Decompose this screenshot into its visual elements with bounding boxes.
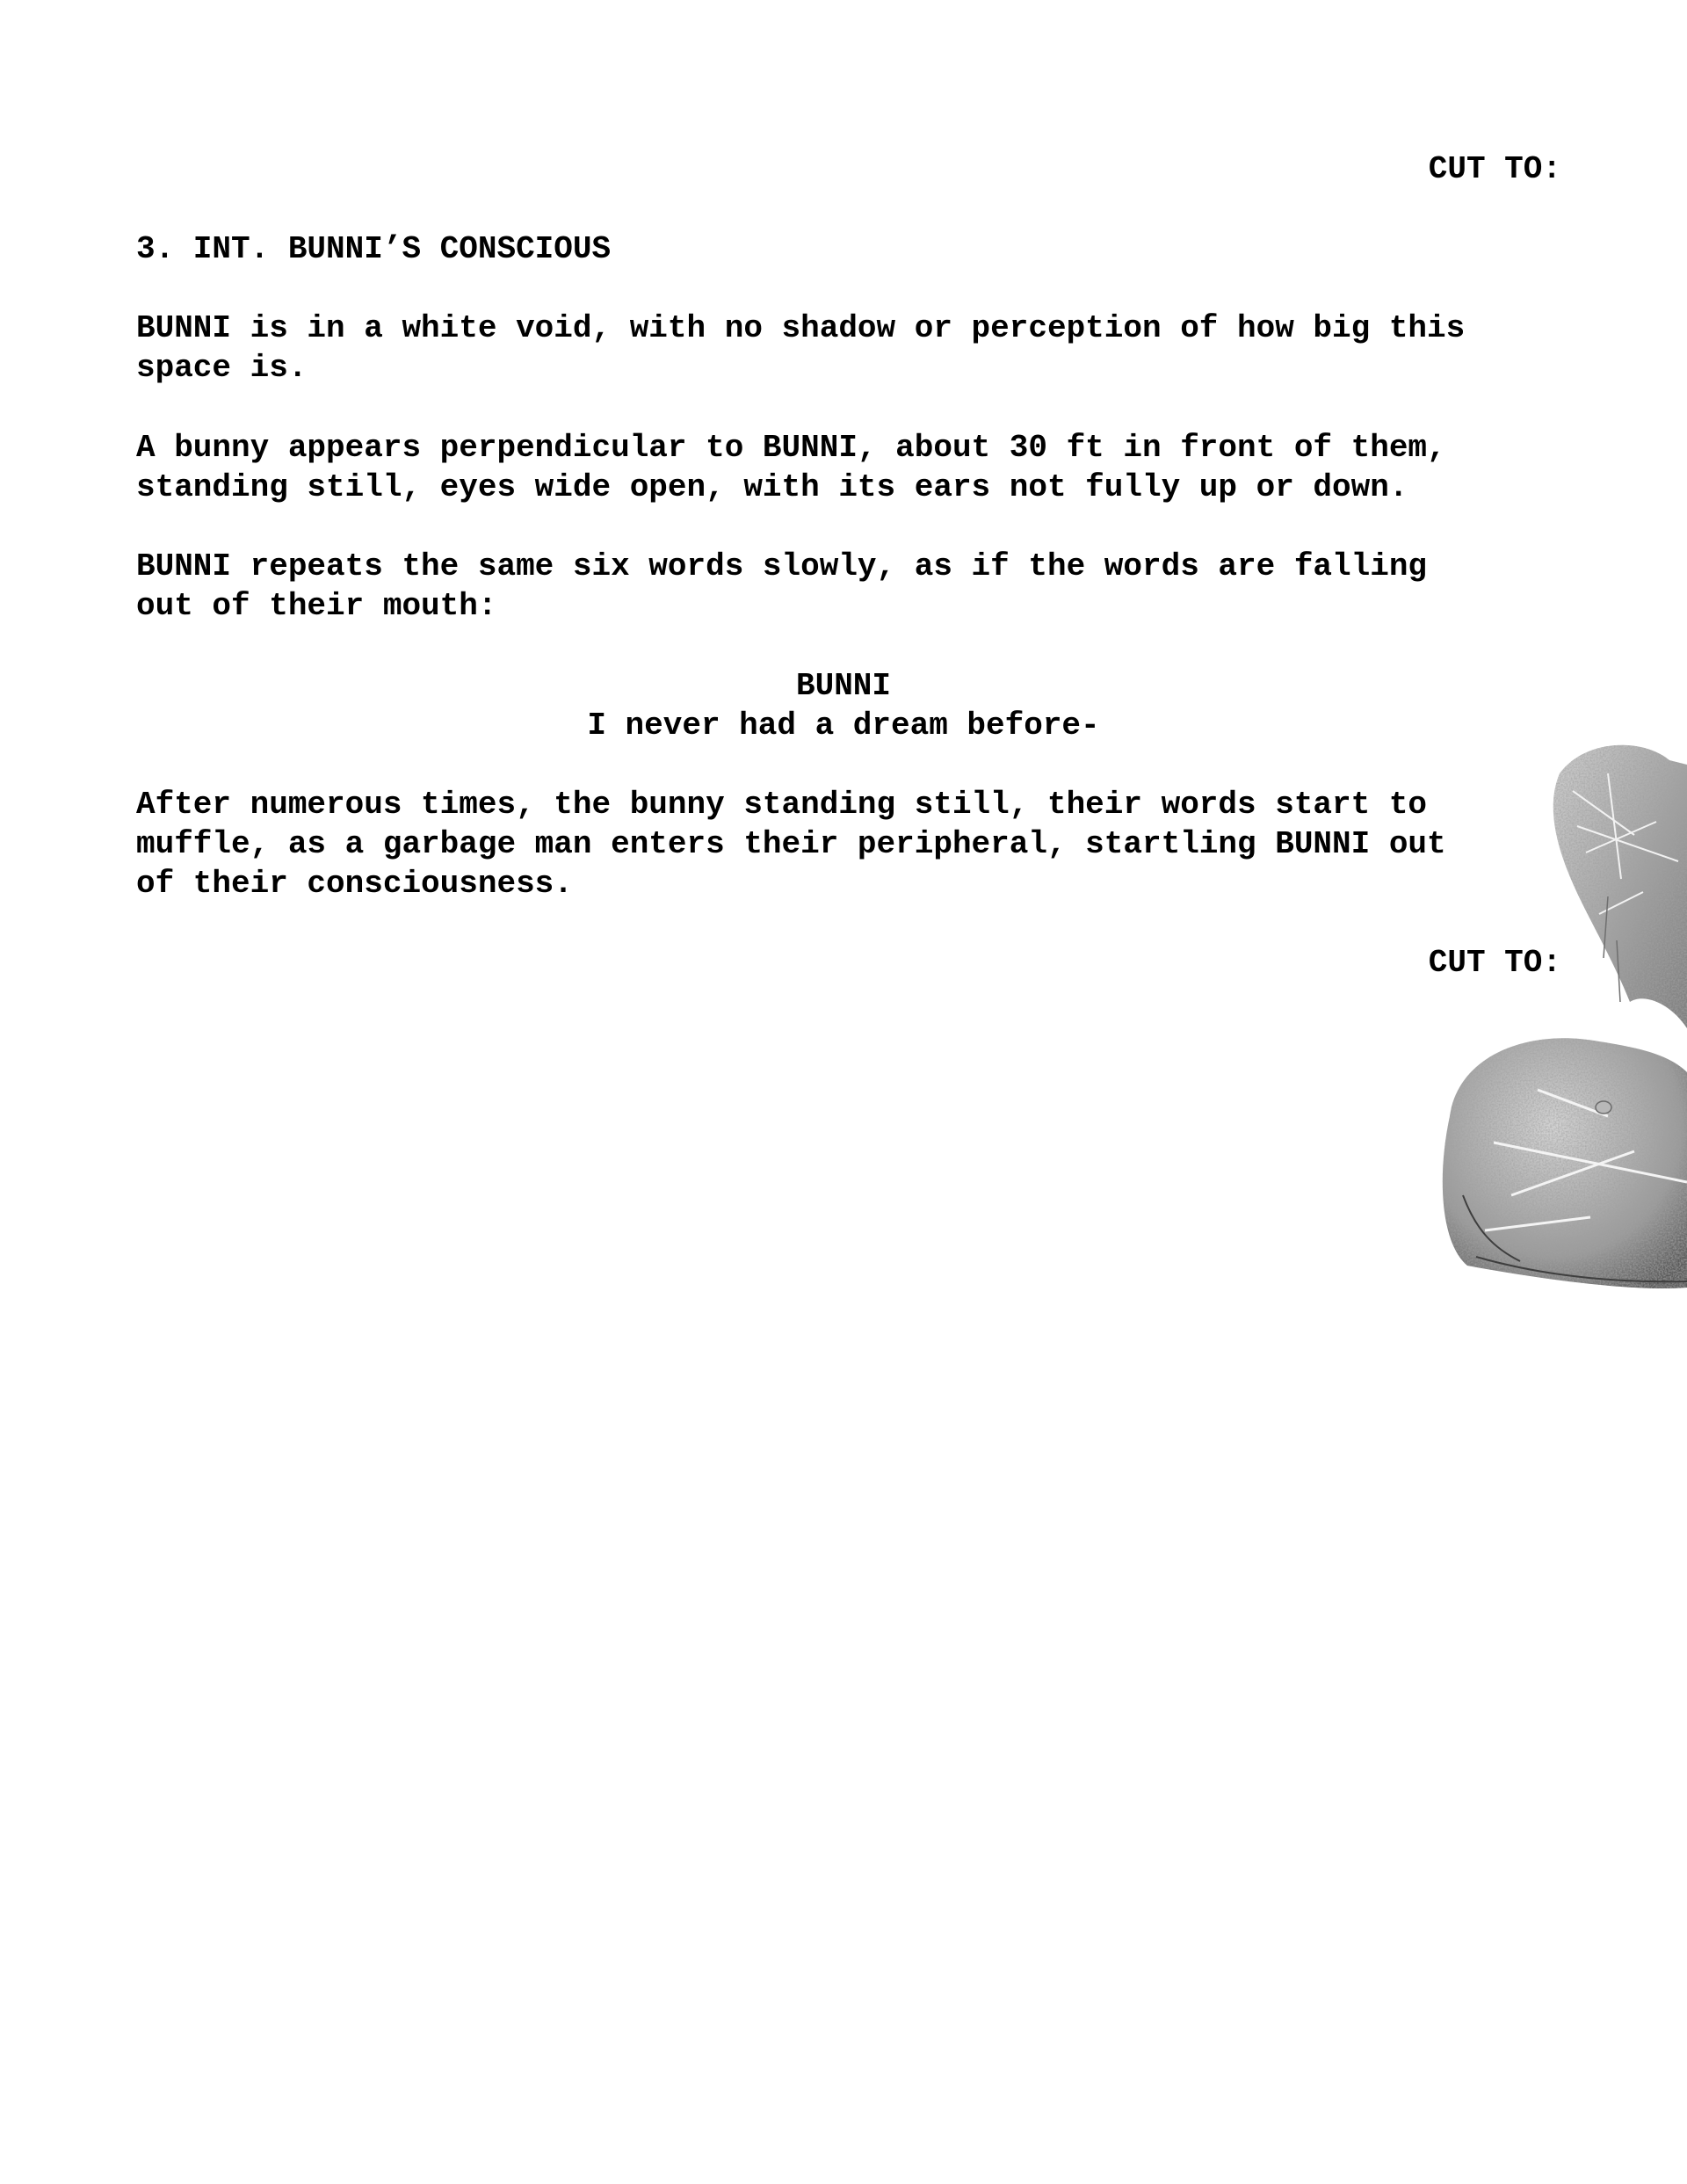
action-line: standing still, eyes wide open, with its ears not fully up or down.	[136, 469, 1408, 505]
action-line: BUNNI is in a white void, with no shadow or perception of how big this	[136, 310, 1466, 346]
transition-cut-to-top: CUT TO:	[1428, 151, 1561, 187]
action-paragraph-1	[136, 308, 1586, 388]
action-line: muffle, as a garbage man enters their peripheral, startling BUNNI out	[136, 826, 1446, 862]
transition-cut-to-bottom: CUT TO:	[1428, 945, 1561, 981]
action-line: BUNNI repeats the same six words slowly, as if the words are falling	[136, 548, 1428, 584]
action-line: A bunny appears perpendicular to BUNNI, about 30 ft in front of them,	[136, 430, 1446, 466]
dialogue-line: I never had a dream before-	[587, 707, 1100, 744]
character-name: BUNNI	[795, 668, 892, 704]
hay-bunny-sculpture-icon	[1432, 738, 1687, 1301]
scene-heading: 3. INT. BUNNI’S CONSCIOUS	[136, 231, 612, 267]
action-line: After numerous times, the bunny standing still, their words start to	[136, 787, 1428, 823]
action-line: space is.	[136, 350, 308, 386]
action-paragraph-4	[136, 785, 1586, 903]
sculpture-pebble	[1596, 1101, 1611, 1114]
action-paragraph-3	[136, 547, 1586, 626]
sculpture-body	[1443, 1038, 1687, 1288]
action-line: out of their mouth:	[136, 588, 497, 624]
action-paragraph-2	[136, 428, 1586, 507]
action-line: of their consciousness.	[136, 866, 573, 902]
sculpture-ear	[1553, 745, 1687, 1028]
